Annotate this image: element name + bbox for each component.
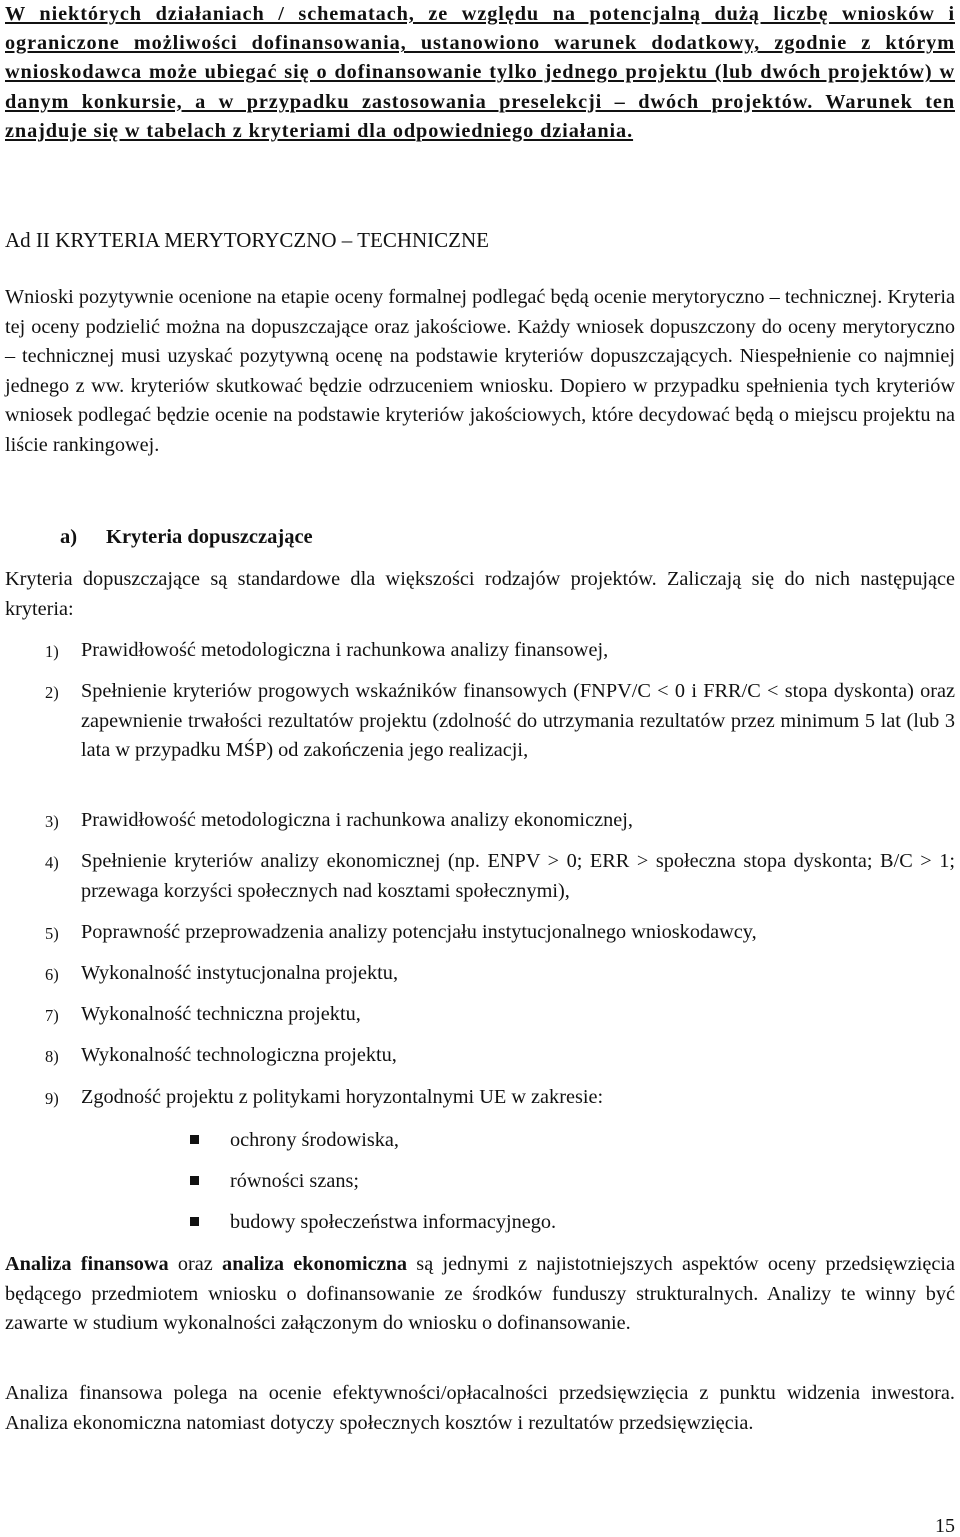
- policy-bullet: [190, 1167, 359, 1195]
- criteria-item: [45, 1000, 955, 1030]
- criteria-text: Wykonalność instytucjonalna projektu,: [81, 962, 399, 984]
- policy-text: ochrony środowiska,: [230, 1129, 399, 1151]
- policy-bullet: [190, 1208, 556, 1236]
- subsection-intro: Kryteria dopuszczające są standardowe dla większości rodzajów projektów. Zaliczają się do nich następujące kryteria:: [5, 568, 955, 620]
- square-bullet-icon: [190, 1135, 199, 1144]
- intro-paragraph: W niektórych działaniach / schematach, ze względu na potencjalną dużą liczbę wniosków i ograniczone możliwości dofinansowania, ustanowiono warunek dodatkowy, zgodnie z którym wnioskodawca może ubiegać się o dofinansowanie tylko jednego projektu (lub dwóch projektów) w danym konkursie, a w przypadku zastosowania preselekcji – dwóch projektów. Warunek ten znajduje się w tabelach z kryteriami dla odpowiedniego działania.: [5, 3, 955, 142]
- page-number: 15: [935, 1515, 955, 1537]
- criteria-number: 8): [45, 1047, 59, 1066]
- criteria-text: Prawidłowość metodologiczna i rachunkowa analizy ekonomicznej,: [81, 809, 633, 831]
- analysis-text: są jednymi z najistotniejszych aspektów oceny przedsięwzięcia będącego przedmiotem wniosku o dofinansowanie ze środków funduszy strukturalnych. Analizy te winny być zawarte w studium wykonalności załączonym do wniosku o dofinansowanie.: [5, 1253, 955, 1334]
- criteria-number: 7): [45, 1006, 59, 1025]
- criteria-item: [45, 806, 955, 836]
- criteria-text: Poprawność przeprowadzenia analizy potencjału instytucjonalnego wnioskodawcy,: [81, 921, 757, 943]
- criteria-item: [45, 1041, 955, 1071]
- analysis-connector: oraz: [168, 1253, 223, 1275]
- criteria-number: 3): [45, 812, 59, 831]
- subsection-heading: [60, 523, 313, 551]
- analysis-definition-paragraph: Analiza finansowa polega na ocenie efektywności/opłacalności przedsięwzięcia z punktu widzenia inwestora. Analiza ekonomiczna natomiast dotyczy społecznych kosztów i rezultatów przedsięwzięcia.: [5, 1382, 955, 1434]
- criteria-number: 6): [45, 965, 59, 984]
- criteria-number: 4): [45, 853, 59, 872]
- criteria-number: 5): [45, 924, 59, 943]
- policy-text: budowy społeczeństwa informacyjnego.: [230, 1211, 557, 1233]
- policy-bullet: [190, 1126, 399, 1154]
- policy-text: równości szans;: [230, 1170, 359, 1192]
- criteria-number: 1): [45, 642, 59, 661]
- criteria-text: Prawidłowość metodologiczna i rachunkowa analizy finansowej,: [81, 639, 609, 661]
- criteria-item: [45, 1083, 955, 1113]
- square-bullet-icon: [190, 1217, 199, 1226]
- section-heading: Ad II KRYTERIA MERYTORYCZNO – TECHNICZNE: [5, 228, 489, 252]
- criteria-item: [45, 959, 955, 989]
- analysis-paragraph: [5, 1250, 955, 1339]
- criteria-item: [45, 636, 955, 666]
- square-bullet-icon: [190, 1176, 199, 1185]
- criteria-item: [45, 677, 955, 766]
- criteria-text: Wykonalność technologiczna projektu,: [81, 1044, 397, 1066]
- subsection-title: Kryteria dopuszczające: [106, 526, 313, 548]
- subsection-letter: a): [60, 526, 78, 548]
- criteria-item: [45, 847, 955, 906]
- criteria-text: Spełnienie kryteriów analizy ekonomicznej (np. ENPV > 0; ERR > społeczna stopa dyskonta; B/C > 1; przewaga korzyści społecznych nad kosztami społecznymi),: [81, 850, 955, 902]
- criteria-text: Spełnienie kryteriów progowych wskaźników finansowych (FNPV/C < 0 i FRR/C < stopa dyskonta) oraz zapewnienie trwałości rezultatów projektu (zdolność do utrzymania rezultatów przez minimum 5 lat (lub 3 lata w przypadku MŚP) od zakończenia jego realizacji,: [81, 680, 955, 761]
- analysis-term-financial: Analiza finansowa: [5, 1253, 169, 1275]
- section-paragraph: Wnioski pozytywnie ocenione na etapie oceny formalnej podlegać będą ocenie merytoryczno – technicznej. Kryteria tej oceny podzielić można na dopuszczające oraz jakościowe. Każdy wniosek dopuszczony do oceny merytoryczno – technicznej musi uzyskać pozytywną ocenę na podstawie kryteriów dopuszczających. Niespełnienie co najmniej jednego z ww. kryteriów skutkować będzie odrzuceniem wniosku. Dopiero w przypadku spełnienia tych kryteriów wniosek podlegać będzie ocenie na podstawie kryteriów jakościowych, które decydować będą o miejscu projektu na liście rankingowej.: [5, 286, 955, 456]
- criteria-text: Wykonalność techniczna projektu,: [81, 1003, 361, 1025]
- analysis-term-economic: analiza ekonomiczna: [222, 1253, 408, 1275]
- criteria-text: Zgodność projektu z politykami horyzontalnymi UE w zakresie:: [81, 1086, 604, 1108]
- criteria-item: [45, 918, 955, 948]
- criteria-number: 9): [45, 1089, 59, 1108]
- criteria-number: 2): [45, 683, 59, 702]
